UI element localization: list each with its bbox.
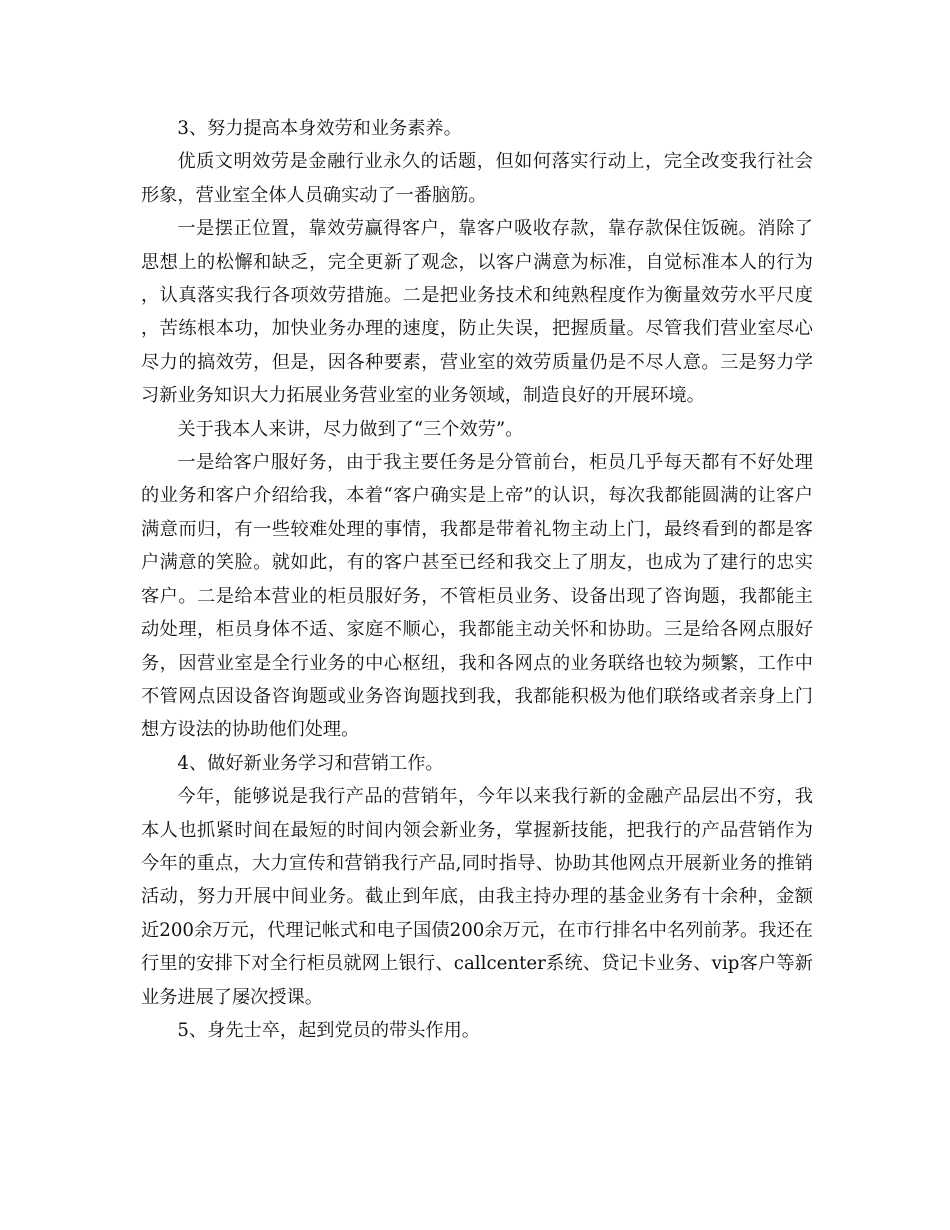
document-body	[141, 112, 813, 1047]
paragraph: 今年，能够说是我行产品的营销年，今年以来我行新的金融产品层出不穷，我本人也抓紧时间在最短的时间内领会新业务，掌握新技能，把我行的产品营销作为今年的重点，大力宣传和营销我行产品,同时指导、协助其他网点开展新业务的推销活动，努力开展中间业务。截止到年底，由我主持办理的基金业务有十余种，金额近200余万元，代理记帐式和电子国债200余万元，在市行排名中名列前茅。我还在行里的安排下对全行柜员就网上银行、callcenter系统、贷记卡业务、vip客户等新业务进展了屡次授课。	[141, 786, 813, 1008]
paragraph: 一是摆正位置，靠效劳赢得客户，靠客户吸收存款，靠存款保住饭碗。消除了思想上的松懈和缺乏，完全更新了观念，以客户满意为标准，自觉标准本人的行为，认真落实我行各项效劳措施。二是把业务技术和纯熟程度作为衡量效劳水平尺度，苦练根本功，加快业务办理的速度，防止失误，把握质量。尽管我们营业室尽心尽力的搞效劳，但是，因各种要素，营业室的效劳质量仍是不尽人意。三是努力学习新业务知识大力拓展业务营业室的业务领域，制造良好的开展环境。	[141, 218, 813, 407]
section-heading-4: 4、做好新业务学习和营销工作。	[177, 752, 444, 774]
section-heading-3: 3、努力提高本身效劳和业务素养。	[177, 118, 462, 139]
paragraph: 关于我本人来讲，尽力做到了“三个效劳”。	[177, 418, 524, 440]
paragraph: 一是给客户服好务，由于我主要任务是分管前台，柜员几乎每天都有不好处理的业务和客户介绍给我，本着“客户确实是上帝”的认识，每次我都能圆满的让客户满意而归，有一些较难处理的事情，我都是带着礼物主动上门，最终看到的都是客户满意的笑脸。就如此，有的客户甚至已经和我交上了朋友，也成为了建行的忠实客户。二是给本营业的柜员服好务，不管柜员业务、设备出现了咨询题，我都能主动处理，柜员身体不适、家庭不顺心，我都能主动关怀和协助。三是给各网点服好务，因营业室是全行业务的中心枢纽，我和各网点的业务联络也较为频繁，工作中不管网点因设备咨询题或业务咨询题找到我，我都能积极为他们联络或者亲身上门想方设法的协助他们处理。	[141, 452, 813, 741]
paragraph: 优质文明效劳是金融行业永久的话题，但如何落实行动上，完全改变我行社会形象，营业室全体人员确实动了一番脑筋。	[141, 151, 813, 206]
section-heading-5: 5、身先士卒，起到党员的带头作用。	[177, 1019, 480, 1041]
